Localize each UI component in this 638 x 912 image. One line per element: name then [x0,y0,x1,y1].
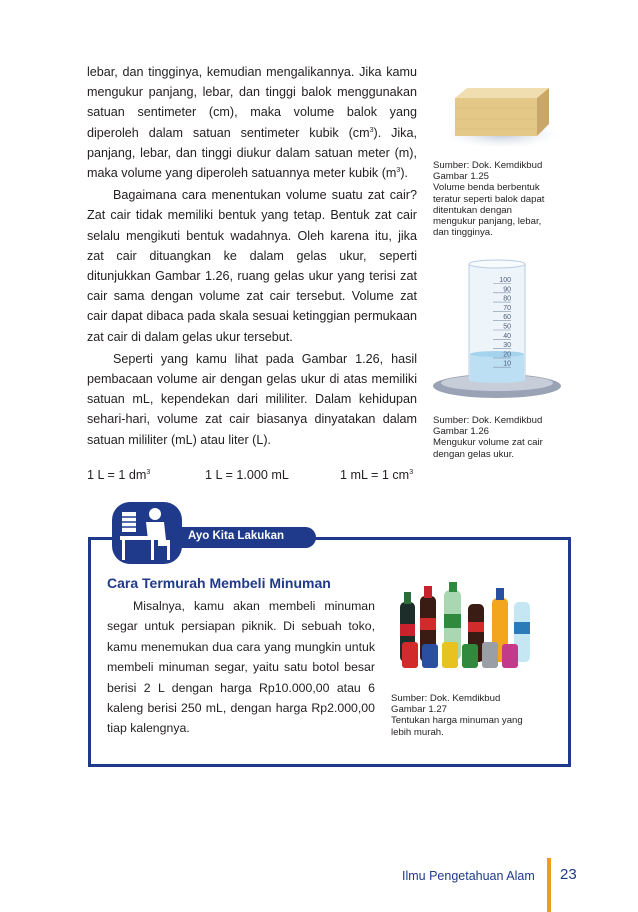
scale-label: 80 [503,295,511,303]
wooden-block-image [447,84,559,150]
measuring-cylinder-image [433,250,565,400]
figure-127-caption: Sumber: Dok. Kemdikbud Gambar 1.27 Tentukan harga minuman yang lebih murah. [391,693,523,738]
activity-title: Cara Termurah Membeli Minuman [107,575,331,591]
scale-label: 100 [499,277,511,284]
page-number: 23 [560,866,577,883]
scale-label: 30 [503,342,511,350]
scale-label: 10 [503,360,511,368]
scale-label: 60 [503,314,511,322]
unit-ml-cm3: 1 mL = 1 $cm^3$ [340,468,414,482]
drinks-bottles-cans-image [392,580,540,675]
footer-divider [547,858,551,912]
activity-text: Misalnya, kamu akan membeli minuman segar untuk persiapan piknik. Di sebuah toko, kamu menemukan dua cara yang mungkin untuk membeli minuman segar, yaitu satu botol besar berisi 2 L dengan harga Rp10.000,00 atau 6 kaleng berisi 250 mL, dengan harga Rp2.000,00 tiap kalengnya. [107,599,375,736]
paragraph-3: Seperti yang kamu lihat pada Gambar 1.26, hasil pembacaan volume air dengan gelas ukur di atas memiliki satuan mL, kependekan dari mililiter. Dalam kehidupan sehari-hari, volume zat cair biasanya dinyatakan dalam satuan mililiter (mL) atau liter (L). [87,351,417,447]
footer-subject-title: Ilmu Pengetahuan Alam [402,869,535,883]
scale-label: 70 [503,304,511,312]
figure-126-caption: Sumber: Dok. Kemdikbud Gambar 1.26 Mengukur volume zat cair dengan gelas ukur. [433,415,543,460]
scale-label: 20 [503,351,511,359]
paragraph-1: lebar, dan tingginya, kemudian mengalikannya. Jika kamu mengukur panjang, lebar, dan tinggi balok menggunakan satuan sentimeter (cm), maka volume balok yang diperoleh dalam satuan sentimeter kubik $(cm^3)$. Jika, panjang, lebar, dan tinggi diukur dalam satuan meter (m), maka volume yang diperoleh satuannya meter kubik $(m^3)$. [87,65,417,181]
activity-badge-label: Ayo Kita Lakukan [188,530,285,542]
student-at-desk-icon [108,500,186,566]
unit-liter-ml: 1 L = 1.000 mL [205,468,289,482]
unit-liter-dm3: 1 L = 1 $dm^3$ [87,468,151,482]
scale-label: 40 [503,332,511,340]
body-text [87,62,417,450]
scale-label: 90 [503,286,511,294]
figure-125-caption: Sumber: Dok. Kemdikbud Gambar 1.25 Volume benda berbentuk teratur seperti balok dapat ditentukan dengan mengukur panjang, lebar, dan tingginya. [433,160,545,239]
scale-label: 50 [503,323,511,331]
paragraph-2: Bagaimana cara menentukan volume suatu zat cair? Zat cair tidak memiliki bentuk yang tetap. Bentuk zat cair selalu mengikuti bentuk wadahnya. Oleh karena itu, jika zat cair dituangkan ke dalam gelas ukur, seperti ditunjukkan Gambar 1.26, ruang gelas ukur yang terisi zat cair sama dengan volume zat cair tersebut. Volume zat cair dapat dibaca pada skala sesuai ketinggian permukaan zat cair di dalam gelas ukur tersebut. [87,188,417,344]
